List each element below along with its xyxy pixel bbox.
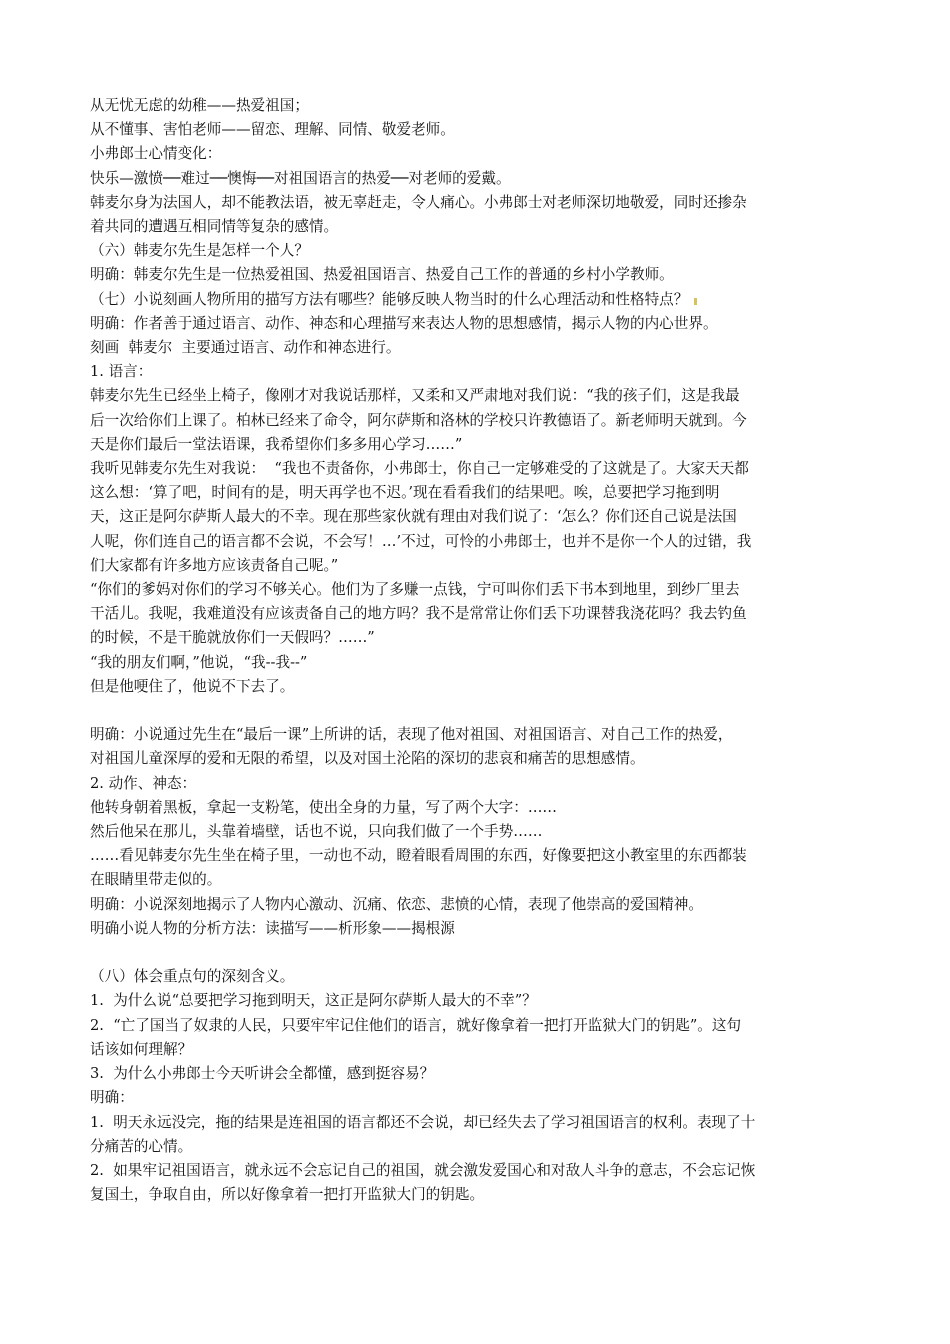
text-line: 小弗郎士心情变化： [90,145,222,163]
text-line: 但是他哽住了，他说不下去了。 [90,677,295,695]
text-line: ……看见韩麦尔先生坐在椅子里，一动也不动，瞪着眼看周围的东西，好像要把这小教室里的东西都装 [90,847,747,865]
text-line: 我听见韩麦尔先生对我说： “我也不责备你，小弗郎士，你自己一定够难受的了这就是了。大家天天都 [90,460,749,478]
text-line: 然后他呆在那儿，头靠着墙壁，话也不说，只向我们做了一个手势…… [90,823,543,841]
subsection-heading-language: 1. 语言： [90,363,153,381]
text-line: 对祖国儿童深厚的爱和无限的希望，以及对国土沦陷的深切的悲哀和痛苦的思想感情。 [90,750,645,768]
answer-label: 明确： [90,1089,134,1107]
text-line: 分痛苦的心情。 [90,1137,193,1155]
text-line: 韩麦尔身为法国人，却不能教法语，被无辜赶走，令人痛心。小弗郎士对老师深切地敬爱，同时还掺杂 [90,193,747,211]
text-line: 天，这正是阿尔萨斯人最大的不幸。现在那些家伙就有理由对我们说了：‘怎么？你们还自己说是法国 [90,508,737,526]
section-heading-6: （六）韩麦尔先生是怎样一个人？ [90,242,309,260]
question-item: 2. “亡了国当了奴隶的人民，只要牢牢记住他们的语言，就好像拿着一把打开监狱大门的钥匙”。这句 [90,1016,742,1034]
text-line: 的时候，不是干脆就放你们一天假吗？……” [90,629,375,647]
text-line: 明确：作者善于通过语言、动作、神态和心理描写来表达人物的思想感情，揭示人物的内心世界。 [90,314,718,332]
blank-line [90,941,860,965]
text-line: 着共同的遭遇互相同情等复杂的感情。 [90,218,339,236]
text-line: “你们的爹妈对你们的学习不够关心。他们为了多赚一点钱，宁可叫你们丢下书本到地里，到纱厂里去 [90,581,740,599]
text-line: 话该如何理解？ [90,1040,193,1058]
answer-item: 1. 明天永远没完，拖的结果是连祖国的语言都还不会说，却已经失去了学习祖国语言的权利。表现了十 [90,1113,756,1131]
text-line: 这么想：‘算了吧，时间有的是，明天再学也不迟。’现在看看我们的结果吧。唉，总要把学习拖到明 [90,484,720,502]
text-line: 他转身朝着黑板，拿起一支粉笔，使出全身的力量，写了两个大字：…… [90,798,558,816]
text-line: 明确：小说深刻地揭示了人物内心激动、沉痛、依恋、悲愤的心情，表现了他崇高的爱国精神。 [90,895,703,913]
text-line: 明确小说人物的分析方法：读描写——析形象——揭根源 [90,919,455,937]
section-heading-7 [90,288,860,312]
document-page [90,94,860,1207]
text-line: 干活儿。我呢，我难道没有应该责备自己的地方吗？我不是常常让你们丢下功课替我浇花吗？我去钓鱼 [90,605,747,623]
text-line: 复国土，争取自由，所以好像拿着一把打开监狱大门的钥匙。 [90,1186,485,1204]
text-line: 韩麦尔先生已经坐上椅子，像刚才对我说话那样，又柔和又严肃地对我们说：“我的孩子们，这是我最 [90,387,740,405]
text-line: 从无忧无虑的幼稚——热爱祖国； [90,97,309,114]
text-line: 从不懂事、害怕老师——留恋、理解、同情、敬爱老师。 [90,121,455,139]
question-item: 1. 为什么说“总要把学习拖到明天，这正是阿尔萨斯人最大的不幸”？ [90,992,537,1010]
text-line: 快乐—激愤──难过──懊悔──对祖国语言的热爱──对老师的爱戴。 [90,169,511,187]
text-line: “我的朋友们啊，”他说，“我--我--” [90,653,308,671]
text-line: 明确：韩麦尔先生是一位热爱祖国、热爱祖国语言、热爱自己工作的普通的乡村小学教师。 [90,266,674,284]
answer-item: 2. 如果牢记祖国语言，就永远不会忘记自己的祖国，就会激发爱国心和对敌人斗争的意志，不会忘记恢 [90,1161,756,1179]
question-item: 3. 为什么小弗郎士今天听讲会全都懂，感到挺容易？ [90,1065,435,1083]
blank-line [90,699,860,723]
text-line: 刻画 韩麦尔 主要通过语言、动作和神态进行。 [90,339,401,357]
text-line: 明确：小说通过先生在“最后一课”上所讲的话，表现了他对祖国、对祖国语言、对自己工作的热爱， [90,726,733,744]
section-heading-8: （八）体会重点句的深刻含义。 [90,968,295,986]
text-line: 在眼睛里带走似的。 [90,871,222,889]
section-heading-7-text: （七）小说刻画人物所用的描写方法有哪些？能够反映人物当时的什么心理活动和性格特点？ [90,290,689,308]
text-line: 天是你们最后一堂法语课，我希望你们多多用心学习……” [90,435,463,453]
subsection-heading-action: 2. 动作、神态： [90,774,197,792]
text-line: 后一次给你们上课了。柏林已经来了命令，阿尔萨斯和洛林的学校只许教德语了。新老师明天就到。今 [90,411,747,429]
text-line: 人呢，你们连自己的语言都不会说，不会写！…’不过，可怜的小弗郎士，也并不是你一个人的过错，我 [90,532,752,550]
text-line: 们大家都有许多地方应该责备自己呢。” [90,556,339,574]
highlight-mark [694,298,697,305]
